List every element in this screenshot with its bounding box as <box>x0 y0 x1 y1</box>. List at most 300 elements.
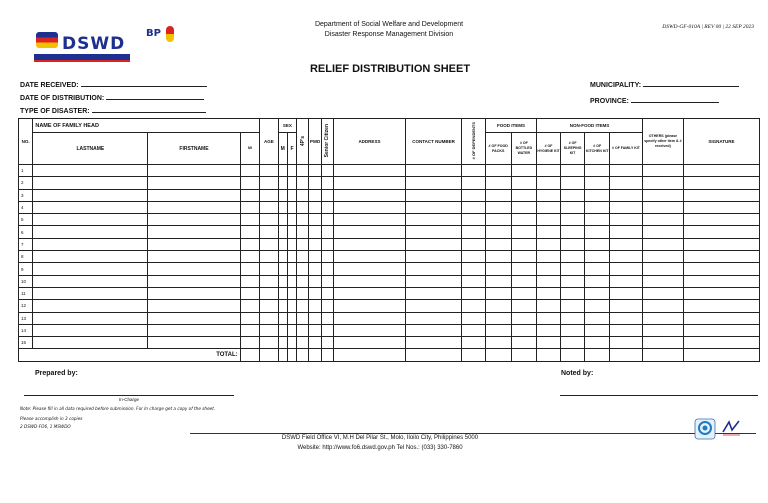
table-cell[interactable] <box>405 177 461 189</box>
table-cell[interactable] <box>309 337 321 349</box>
table-cell[interactable] <box>462 165 486 177</box>
table-cell[interactable] <box>309 201 321 213</box>
table-cell[interactable] <box>610 263 643 275</box>
table-cell[interactable] <box>642 287 683 299</box>
province-field[interactable] <box>590 95 719 105</box>
table-cell[interactable] <box>511 226 537 238</box>
table-cell[interactable] <box>585 189 610 201</box>
total-cell[interactable] <box>297 349 309 361</box>
table-cell[interactable] <box>240 177 259 189</box>
table-cell[interactable] <box>683 324 759 336</box>
table-cell[interactable] <box>334 324 406 336</box>
table-cell[interactable] <box>610 251 643 263</box>
table-cell[interactable] <box>297 275 309 287</box>
table-cell[interactable] <box>610 226 643 238</box>
table-cell[interactable] <box>321 324 333 336</box>
table-cell[interactable] <box>278 226 287 238</box>
table-cell[interactable] <box>405 201 461 213</box>
table-cell[interactable] <box>610 324 643 336</box>
table-cell[interactable] <box>537 300 561 312</box>
table-cell[interactable] <box>240 226 259 238</box>
total-cell[interactable] <box>683 349 759 361</box>
table-cell[interactable] <box>511 287 537 299</box>
table-cell[interactable] <box>683 201 759 213</box>
table-cell[interactable] <box>683 263 759 275</box>
table-cell[interactable] <box>334 177 406 189</box>
table-cell[interactable] <box>260 189 278 201</box>
table-cell[interactable] <box>287 226 296 238</box>
table-cell[interactable] <box>683 177 759 189</box>
table-cell[interactable] <box>405 189 461 201</box>
table-cell[interactable] <box>309 287 321 299</box>
table-cell[interactable] <box>585 201 610 213</box>
table-cell[interactable] <box>610 287 643 299</box>
total-cell[interactable] <box>278 349 287 361</box>
table-cell[interactable] <box>287 275 296 287</box>
table-cell[interactable] <box>260 214 278 226</box>
table-cell[interactable] <box>585 300 610 312</box>
table-cell[interactable] <box>485 201 511 213</box>
table-cell[interactable] <box>485 251 511 263</box>
table-cell[interactable] <box>560 324 585 336</box>
table-cell[interactable] <box>511 300 537 312</box>
table-cell[interactable] <box>511 337 537 349</box>
table-cell[interactable] <box>321 201 333 213</box>
table-cell[interactable] <box>240 263 259 275</box>
table-cell[interactable] <box>309 324 321 336</box>
table-cell[interactable] <box>148 287 240 299</box>
table-cell[interactable] <box>462 201 486 213</box>
table-cell[interactable] <box>321 312 333 324</box>
table-cell[interactable] <box>334 312 406 324</box>
table-cell[interactable] <box>287 251 296 263</box>
table-cell[interactable] <box>642 226 683 238</box>
table-cell[interactable] <box>610 201 643 213</box>
noted-by-signature-line[interactable] <box>560 395 758 396</box>
table-cell[interactable] <box>537 177 561 189</box>
table-cell[interactable] <box>560 214 585 226</box>
table-cell[interactable] <box>537 214 561 226</box>
table-cell[interactable] <box>148 189 240 201</box>
table-cell[interactable] <box>537 165 561 177</box>
table-cell[interactable] <box>240 275 259 287</box>
table-cell[interactable] <box>560 226 585 238</box>
table-cell[interactable] <box>683 238 759 250</box>
table-cell[interactable] <box>309 251 321 263</box>
table-cell[interactable] <box>585 275 610 287</box>
table-cell[interactable] <box>642 238 683 250</box>
table-cell[interactable] <box>511 324 537 336</box>
table-cell[interactable] <box>610 312 643 324</box>
table-cell[interactable] <box>278 324 287 336</box>
table-cell[interactable] <box>511 165 537 177</box>
table-cell[interactable] <box>297 300 309 312</box>
table-cell[interactable] <box>537 275 561 287</box>
table-cell[interactable] <box>309 263 321 275</box>
table-cell[interactable] <box>560 165 585 177</box>
table-cell[interactable] <box>321 275 333 287</box>
table-cell[interactable] <box>462 287 486 299</box>
table-cell[interactable] <box>260 312 278 324</box>
table-cell[interactable] <box>240 251 259 263</box>
table-cell[interactable] <box>511 214 537 226</box>
table-cell[interactable] <box>642 251 683 263</box>
table-cell[interactable] <box>462 337 486 349</box>
table-cell[interactable] <box>334 287 406 299</box>
table-cell[interactable] <box>260 238 278 250</box>
table-cell[interactable] <box>585 214 610 226</box>
table-cell[interactable] <box>485 226 511 238</box>
table-cell[interactable] <box>511 238 537 250</box>
table-cell[interactable] <box>560 337 585 349</box>
table-cell[interactable] <box>278 214 287 226</box>
table-cell[interactable] <box>297 251 309 263</box>
table-cell[interactable] <box>485 324 511 336</box>
table-cell[interactable] <box>683 189 759 201</box>
table-cell[interactable] <box>405 214 461 226</box>
table-cell[interactable] <box>537 238 561 250</box>
table-cell[interactable] <box>462 251 486 263</box>
table-cell[interactable] <box>309 300 321 312</box>
table-cell[interactable] <box>321 238 333 250</box>
total-cell[interactable] <box>511 349 537 361</box>
table-cell[interactable] <box>334 189 406 201</box>
total-cell[interactable] <box>537 349 561 361</box>
table-cell[interactable] <box>683 214 759 226</box>
table-cell[interactable] <box>462 324 486 336</box>
table-cell[interactable] <box>405 263 461 275</box>
table-cell[interactable] <box>148 263 240 275</box>
table-cell[interactable] <box>642 300 683 312</box>
table-cell[interactable] <box>537 312 561 324</box>
table-cell[interactable] <box>287 165 296 177</box>
table-cell[interactable] <box>148 201 240 213</box>
table-cell[interactable] <box>33 300 148 312</box>
table-cell[interactable] <box>485 165 511 177</box>
table-cell[interactable] <box>287 201 296 213</box>
table-cell[interactable] <box>148 337 240 349</box>
table-cell[interactable] <box>278 238 287 250</box>
table-cell[interactable] <box>610 300 643 312</box>
table-cell[interactable] <box>334 300 406 312</box>
table-cell[interactable] <box>278 312 287 324</box>
table-cell[interactable] <box>560 300 585 312</box>
table-cell[interactable] <box>683 337 759 349</box>
table-cell[interactable] <box>33 214 148 226</box>
table-cell[interactable] <box>260 226 278 238</box>
table-cell[interactable] <box>683 251 759 263</box>
municipality-field[interactable] <box>590 79 739 89</box>
table-cell[interactable] <box>321 214 333 226</box>
table-cell[interactable] <box>485 312 511 324</box>
table-cell[interactable] <box>297 226 309 238</box>
total-cell[interactable] <box>462 349 486 361</box>
table-cell[interactable] <box>334 263 406 275</box>
table-cell[interactable] <box>462 238 486 250</box>
table-cell[interactable] <box>642 324 683 336</box>
table-cell[interactable] <box>485 238 511 250</box>
table-cell[interactable] <box>485 214 511 226</box>
table-cell[interactable] <box>260 165 278 177</box>
table-cell[interactable] <box>287 177 296 189</box>
table-cell[interactable] <box>33 201 148 213</box>
total-cell[interactable] <box>287 349 296 361</box>
table-cell[interactable] <box>278 337 287 349</box>
table-cell[interactable] <box>278 165 287 177</box>
table-cell[interactable] <box>240 287 259 299</box>
total-cell[interactable] <box>334 349 406 361</box>
table-cell[interactable] <box>537 287 561 299</box>
table-cell[interactable] <box>511 177 537 189</box>
table-cell[interactable] <box>485 263 511 275</box>
table-cell[interactable] <box>405 226 461 238</box>
table-cell[interactable] <box>287 263 296 275</box>
table-cell[interactable] <box>309 226 321 238</box>
table-cell[interactable] <box>511 251 537 263</box>
table-cell[interactable] <box>240 189 259 201</box>
table-cell[interactable] <box>462 189 486 201</box>
table-cell[interactable] <box>462 312 486 324</box>
table-cell[interactable] <box>278 275 287 287</box>
prepared-by-signature-line[interactable] <box>24 395 234 396</box>
table-cell[interactable] <box>511 263 537 275</box>
table-cell[interactable] <box>297 263 309 275</box>
table-cell[interactable] <box>610 189 643 201</box>
table-cell[interactable] <box>148 275 240 287</box>
table-cell[interactable] <box>260 201 278 213</box>
table-cell[interactable] <box>537 263 561 275</box>
table-cell[interactable] <box>278 263 287 275</box>
table-cell[interactable] <box>148 312 240 324</box>
table-cell[interactable] <box>683 300 759 312</box>
table-cell[interactable] <box>642 214 683 226</box>
table-cell[interactable] <box>560 189 585 201</box>
table-cell[interactable] <box>405 251 461 263</box>
table-cell[interactable] <box>278 287 287 299</box>
table-cell[interactable] <box>321 337 333 349</box>
table-cell[interactable] <box>148 214 240 226</box>
table-cell[interactable] <box>240 337 259 349</box>
table-cell[interactable] <box>560 251 585 263</box>
table-cell[interactable] <box>405 300 461 312</box>
table-cell[interactable] <box>485 287 511 299</box>
table-cell[interactable] <box>33 287 148 299</box>
total-cell[interactable] <box>309 349 321 361</box>
table-cell[interactable] <box>297 324 309 336</box>
table-cell[interactable] <box>642 165 683 177</box>
table-cell[interactable] <box>297 177 309 189</box>
total-cell[interactable] <box>405 349 461 361</box>
table-cell[interactable] <box>260 337 278 349</box>
total-cell[interactable] <box>642 349 683 361</box>
table-cell[interactable] <box>585 165 610 177</box>
table-cell[interactable] <box>297 238 309 250</box>
table-cell[interactable] <box>462 226 486 238</box>
table-cell[interactable] <box>511 275 537 287</box>
table-cell[interactable] <box>462 300 486 312</box>
table-cell[interactable] <box>462 177 486 189</box>
table-cell[interactable] <box>642 312 683 324</box>
table-cell[interactable] <box>240 201 259 213</box>
table-cell[interactable] <box>610 177 643 189</box>
table-cell[interactable] <box>537 201 561 213</box>
table-cell[interactable] <box>297 337 309 349</box>
table-cell[interactable] <box>260 275 278 287</box>
table-cell[interactable] <box>610 337 643 349</box>
table-cell[interactable] <box>278 201 287 213</box>
table-cell[interactable] <box>321 300 333 312</box>
table-cell[interactable] <box>260 287 278 299</box>
table-cell[interactable] <box>309 312 321 324</box>
total-cell[interactable] <box>585 349 610 361</box>
table-cell[interactable] <box>642 201 683 213</box>
table-cell[interactable] <box>321 177 333 189</box>
table-cell[interactable] <box>321 263 333 275</box>
table-cell[interactable] <box>321 189 333 201</box>
table-cell[interactable] <box>309 275 321 287</box>
table-cell[interactable] <box>485 177 511 189</box>
table-cell[interactable] <box>148 251 240 263</box>
table-cell[interactable] <box>309 189 321 201</box>
table-cell[interactable] <box>33 312 148 324</box>
table-cell[interactable] <box>334 238 406 250</box>
table-cell[interactable] <box>33 165 148 177</box>
table-cell[interactable] <box>683 275 759 287</box>
table-cell[interactable] <box>511 312 537 324</box>
table-cell[interactable] <box>278 300 287 312</box>
table-cell[interactable] <box>462 263 486 275</box>
table-cell[interactable] <box>297 189 309 201</box>
table-cell[interactable] <box>297 312 309 324</box>
table-cell[interactable] <box>405 337 461 349</box>
total-cell[interactable] <box>260 349 278 361</box>
table-cell[interactable] <box>33 189 148 201</box>
total-cell[interactable] <box>610 349 643 361</box>
table-cell[interactable] <box>405 165 461 177</box>
table-cell[interactable] <box>33 177 148 189</box>
table-cell[interactable] <box>334 214 406 226</box>
table-cell[interactable] <box>33 226 148 238</box>
table-cell[interactable] <box>560 201 585 213</box>
table-cell[interactable] <box>240 165 259 177</box>
table-cell[interactable] <box>683 287 759 299</box>
total-cell[interactable] <box>485 349 511 361</box>
table-cell[interactable] <box>485 189 511 201</box>
table-cell[interactable] <box>610 238 643 250</box>
table-cell[interactable] <box>287 300 296 312</box>
table-cell[interactable] <box>309 214 321 226</box>
table-cell[interactable] <box>334 226 406 238</box>
table-cell[interactable] <box>585 226 610 238</box>
table-cell[interactable] <box>334 251 406 263</box>
table-cell[interactable] <box>585 238 610 250</box>
table-cell[interactable] <box>560 263 585 275</box>
table-cell[interactable] <box>278 177 287 189</box>
table-cell[interactable] <box>287 238 296 250</box>
table-cell[interactable] <box>511 189 537 201</box>
table-cell[interactable] <box>309 238 321 250</box>
table-cell[interactable] <box>148 300 240 312</box>
table-cell[interactable] <box>321 226 333 238</box>
table-cell[interactable] <box>642 263 683 275</box>
total-cell[interactable] <box>240 349 259 361</box>
table-cell[interactable] <box>334 275 406 287</box>
table-cell[interactable] <box>278 251 287 263</box>
table-cell[interactable] <box>610 214 643 226</box>
table-cell[interactable] <box>560 238 585 250</box>
table-cell[interactable] <box>334 337 406 349</box>
table-cell[interactable] <box>642 189 683 201</box>
table-cell[interactable] <box>610 275 643 287</box>
table-cell[interactable] <box>585 263 610 275</box>
table-cell[interactable] <box>287 337 296 349</box>
table-cell[interactable] <box>585 177 610 189</box>
table-cell[interactable] <box>462 214 486 226</box>
table-cell[interactable] <box>585 287 610 299</box>
table-cell[interactable] <box>405 287 461 299</box>
table-cell[interactable] <box>537 226 561 238</box>
table-cell[interactable] <box>240 238 259 250</box>
table-cell[interactable] <box>260 177 278 189</box>
table-cell[interactable] <box>537 324 561 336</box>
table-cell[interactable] <box>405 238 461 250</box>
date-distribution-field[interactable] <box>20 92 204 102</box>
table-cell[interactable] <box>537 251 561 263</box>
table-cell[interactable] <box>260 263 278 275</box>
table-cell[interactable] <box>287 312 296 324</box>
table-cell[interactable] <box>585 251 610 263</box>
table-cell[interactable] <box>560 275 585 287</box>
table-cell[interactable] <box>485 337 511 349</box>
table-cell[interactable] <box>278 189 287 201</box>
table-cell[interactable] <box>560 312 585 324</box>
total-cell[interactable] <box>560 349 585 361</box>
table-cell[interactable] <box>642 275 683 287</box>
table-cell[interactable] <box>585 324 610 336</box>
table-cell[interactable] <box>585 337 610 349</box>
table-cell[interactable] <box>309 177 321 189</box>
table-cell[interactable] <box>560 177 585 189</box>
table-cell[interactable] <box>405 312 461 324</box>
table-cell[interactable] <box>297 214 309 226</box>
type-disaster-field[interactable] <box>20 105 206 115</box>
table-cell[interactable] <box>33 275 148 287</box>
table-cell[interactable] <box>511 201 537 213</box>
table-cell[interactable] <box>683 312 759 324</box>
table-cell[interactable] <box>683 165 759 177</box>
table-cell[interactable] <box>537 337 561 349</box>
table-cell[interactable] <box>683 226 759 238</box>
table-cell[interactable] <box>405 324 461 336</box>
table-cell[interactable] <box>240 300 259 312</box>
table-cell[interactable] <box>297 287 309 299</box>
table-cell[interactable] <box>148 324 240 336</box>
table-cell[interactable] <box>287 324 296 336</box>
table-cell[interactable] <box>287 287 296 299</box>
table-cell[interactable] <box>321 165 333 177</box>
table-cell[interactable] <box>485 300 511 312</box>
table-cell[interactable] <box>260 251 278 263</box>
table-cell[interactable] <box>309 165 321 177</box>
table-cell[interactable] <box>321 287 333 299</box>
table-cell[interactable] <box>148 165 240 177</box>
table-cell[interactable] <box>462 275 486 287</box>
table-cell[interactable] <box>148 226 240 238</box>
table-cell[interactable] <box>287 214 296 226</box>
table-cell[interactable] <box>33 238 148 250</box>
table-cell[interactable] <box>240 312 259 324</box>
table-cell[interactable] <box>560 287 585 299</box>
